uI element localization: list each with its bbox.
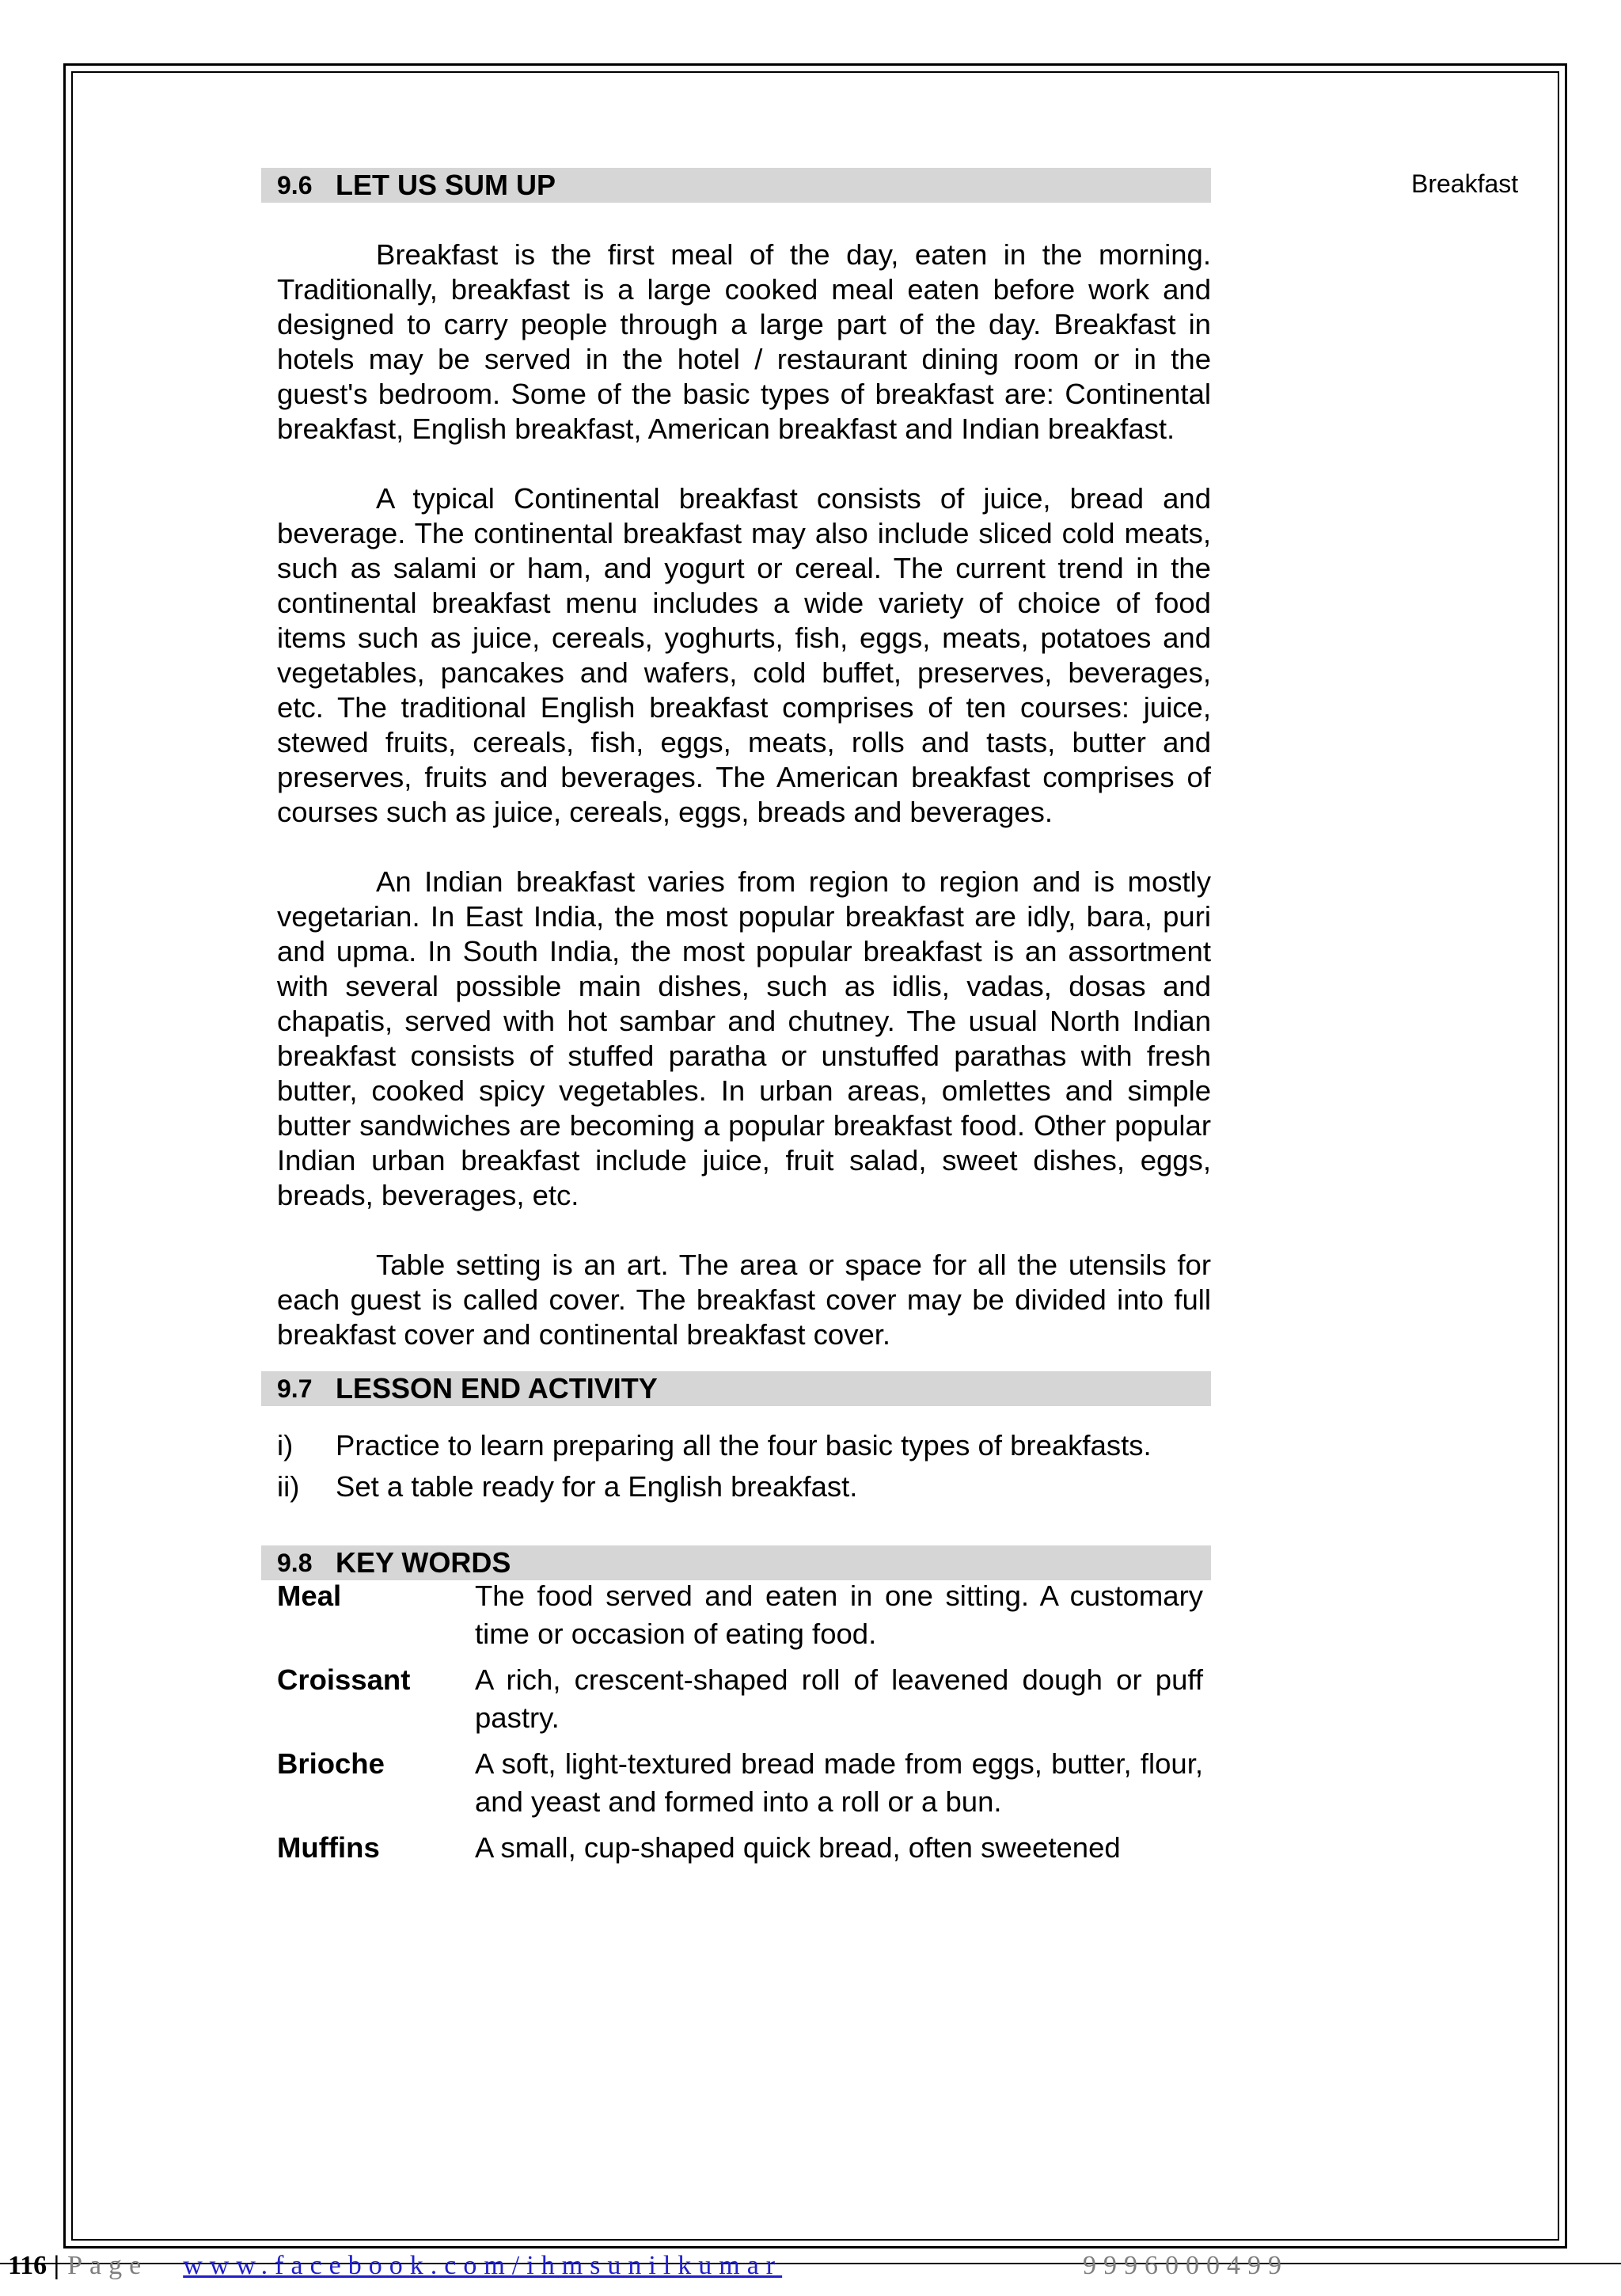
section-number: 9.7 xyxy=(277,1374,313,1403)
key-word-definition: A rich, crescent-shaped roll of leavened dough or puff pastry. xyxy=(475,1663,1203,1734)
paragraph: An Indian breakfast varies from region to region and is mostly vegetarian. In East India, the most popular breakfast are idly, bara, puri and upma. In South India, the most popular breakfast is an assortment with several possible main dishes, such as idlis, vadas, dosas and chapatis, served with hot sambar and chutney. The usual North Indian breakfast consists of stuffed paratha or unstuffed parathas with fresh butter, cooked spicy vegetables. In urban areas, omlettes and simple butter sandwiches are becoming a popular breakfast food. Other popular Indian urban breakfast include juice, fruit salad, sweet dishes, eggs, breads, beverages, etc. xyxy=(277,865,1211,1211)
key-word-definition: A soft, light-textured bread made from eggs, butter, flour, and yeast and formed into a roll or a bun. xyxy=(475,1747,1203,1818)
list-marker: ii) xyxy=(277,1470,300,1503)
facebook-link[interactable]: www.facebook.com/ihmsunilkumar xyxy=(183,2251,783,2280)
key-word-term: Brioche xyxy=(277,1747,385,1780)
key-word-term: Meal xyxy=(277,1579,342,1612)
section-title: LET US SUM UP xyxy=(336,169,556,201)
list-item xyxy=(261,1425,1211,1466)
section-heading-9-6 xyxy=(261,168,1211,203)
summary-text xyxy=(277,238,1211,1352)
list-item-text: Set a table ready for a English breakfast. xyxy=(336,1470,858,1503)
page-label: Page xyxy=(67,2251,149,2280)
list-item-text: Practice to learn preparing all the four basic types of breakfasts. xyxy=(336,1429,1152,1462)
section-heading-9-7 xyxy=(261,1371,1211,1406)
phone-number: 9996000499 xyxy=(1083,2251,1289,2280)
page-footer xyxy=(8,2250,1289,2282)
section-title: LESSON END ACTIVITY xyxy=(336,1372,658,1405)
key-word-term: Muffins xyxy=(277,1831,380,1864)
key-word-definition: A small, cup-shaped quick bread, often sweetened xyxy=(475,1831,1121,1864)
page-number: 116 | xyxy=(8,2251,60,2280)
section-title: KEY WORDS xyxy=(336,1546,511,1579)
key-word-row xyxy=(261,1577,1211,1653)
running-header: Breakfast xyxy=(1411,169,1519,198)
key-word-term: Croissant xyxy=(277,1663,411,1696)
key-word-row xyxy=(261,1745,1211,1821)
activity-list xyxy=(261,1425,1211,1507)
list-item xyxy=(261,1466,1211,1507)
key-word-definition: The food served and eaten in one sitting. A customary time or occasion of eating food. xyxy=(475,1579,1203,1650)
section-number: 9.8 xyxy=(277,1548,313,1577)
key-word-row xyxy=(261,1661,1211,1737)
paragraph: A typical Continental breakfast consists of juice, bread and beverage. The continental breakfast may also include sliced cold meats, such as salami or ham, and yogurt or cereal. The current trend in the continental breakfast menu includes a wide variety of choice of food items such as juice, cereals, yoghurts, fish, eggs, meats, potatoes and vegetables, pancakes and wafers, cold buffet, preserves, beverages, etc. The traditional English breakfast comprises of ten courses: juice, stewed fruits, cereals, fish, eggs, meats, rolls and tasts, butter and preserves, fruits and beverages. The American breakfast comprises of courses such as juice, cereals, eggs, breads and beverages. xyxy=(277,482,1211,828)
section-number: 9.6 xyxy=(277,170,313,200)
list-marker: i) xyxy=(277,1429,294,1462)
key-words-list xyxy=(261,1577,1211,1867)
section-heading-9-8 xyxy=(261,1545,1211,1580)
paragraph: Table setting is an art. The area or space for all the utensils for each guest is called cover. The breakfast cover may be divided into full breakfast cover and continental breakfast cover. xyxy=(277,1249,1211,1351)
page-content xyxy=(261,168,1211,1867)
paragraph: Breakfast is the first meal of the day, eaten in the morning. Traditionally, breakfast is a large cooked meal eaten before work and designed to carry people through a large part of the day. Breakfast in hotels may be served in the hotel / restaurant dining room or in the guest's bedroom. Some of the basic types of breakfast are: Continental breakfast, English breakfast, American breakfast and Indian breakfast. xyxy=(277,238,1211,445)
key-word-row xyxy=(261,1829,1211,1867)
